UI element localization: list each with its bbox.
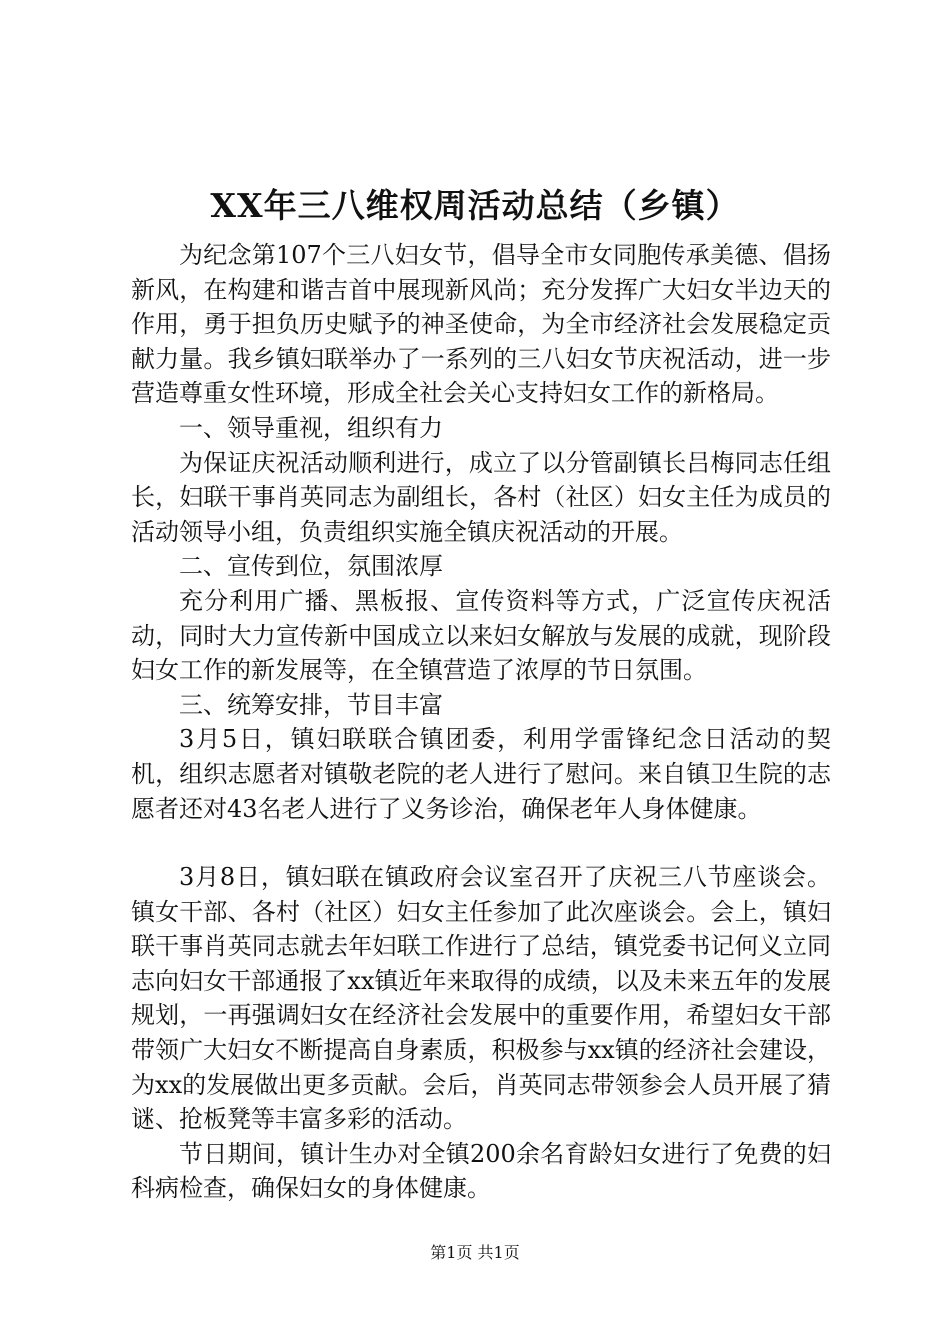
section-2-paragraph: 充分利用广播、黑板报、宣传资料等方式，广泛宣传庆祝活动，同时大力宣传新中国成立以来妇女解放与发展的成就，现阶段妇女工作的新发展等，在全镇营造了浓厚的节日氛围。 xyxy=(131,586,831,685)
document-body xyxy=(131,238,831,1206)
section-heading-1: 一、领导重视，组织有力 xyxy=(179,413,443,442)
section-3-paragraph-march-8: 3月8日，镇妇联在镇政府会议室召开了庆祝三八节座谈会。镇女干部、各村（社区）妇女主任参加了此次座谈会。会上，镇妇联干事肖英同志就去年妇联工作进行了总结，镇党委书记何义立同志向妇女干部通报了xx镇近年来取得的成绩，以及未来五年的发展规划，一再强调妇女在经济社会发展中的重要作用，希望妇女干部带领广大妇女不断提高自身素质，积极参与xx镇的经济社会建设，为xx的发展做出更多贡献。会后，肖英同志带领参会人员开展了猜谜、抢板凳等丰富多彩的活动。 xyxy=(131,863,831,1134)
document-title: XX年三八维权周活动总结（乡镇） xyxy=(210,186,740,225)
section-3-paragraph-march-5: 3月5日，镇妇联联合镇团委，利用学雷锋纪念日活动的契机，组织志愿者对镇敬老院的老人进行了慰问。来自镇卫生院的志愿者还对43名老人进行了义务诊治，确保老年人身体健康。 xyxy=(131,725,831,823)
intro-paragraph: 为纪念第107个三八妇女节，倡导全市女同胞传承美德、倡扬新风，在构建和谐吉首中展现新风尚；充分发挥广大妇女半边天的作用，勇于担负历史赋予的神圣使命，为全市经济社会发展稳定贡献力量。我乡镇妇联举办了一系列的三八妇女节庆祝活动，进一步营造尊重女性环境，形成全社会关心支持妇女工作的新格局。 xyxy=(131,241,831,408)
section-heading-2: 二、宣传到位，氛围浓厚 xyxy=(179,552,443,581)
section-heading-3: 三、统筹安排，节目丰富 xyxy=(179,690,443,719)
page-footer: 第1页 共1页 xyxy=(430,1243,520,1262)
section-1-paragraph: 为保证庆祝活动顺利进行，成立了以分管副镇长吕梅同志任组长，妇联干事肖英同志为副组长，各村（社区）妇女主任为成员的活动领导小组，负责组织实施全镇庆祝活动的开展。 xyxy=(131,448,831,546)
section-3-paragraph-festival: 节日期间，镇计生办对全镇200余名育龄妇女进行了免费的妇科病检查，确保妇女的身体健康。 xyxy=(131,1139,831,1203)
